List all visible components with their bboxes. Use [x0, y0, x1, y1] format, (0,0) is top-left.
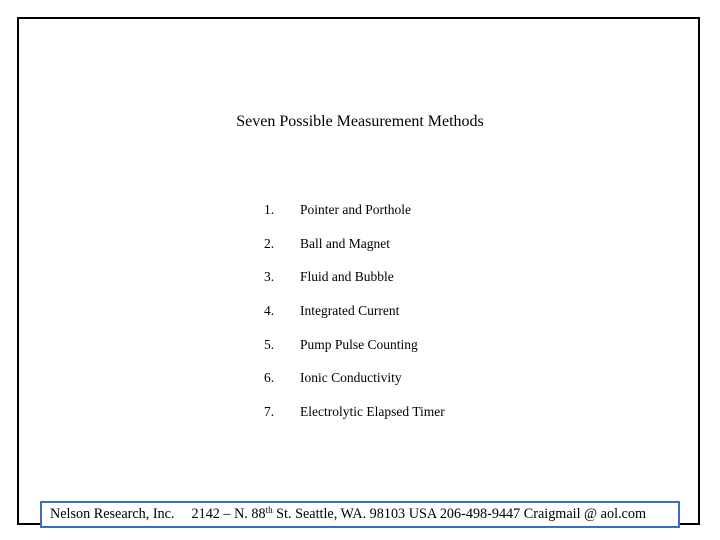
method-label: Ionic Conductivity [300, 370, 402, 386]
method-number: 6. [264, 370, 275, 386]
method-number: 5. [264, 336, 275, 352]
method-label: Pointer and Porthole [300, 202, 411, 217]
method-label: Integrated Current [300, 303, 400, 319]
slide-title: Seven Possible Measurement Methods [236, 113, 484, 130]
method-item-7 [264, 402, 445, 436]
method-item-1 [264, 200, 445, 234]
method-item-3 [264, 267, 445, 301]
footer-company-name: Nelson Research, Inc. [50, 506, 175, 522]
method-label: Pump Pulse Counting [300, 336, 418, 352]
footer-address-superscript: th [265, 505, 273, 515]
footer-address-prefix: 2142 – N. 88 [191, 506, 266, 522]
method-number: 7. [264, 404, 275, 420]
footer-bar [40, 501, 680, 528]
method-number: 1. [264, 202, 275, 217]
method-item-4 [264, 301, 445, 335]
method-item-6 [264, 368, 445, 402]
method-label: Fluid and Bubble [300, 269, 394, 285]
method-number: 3. [264, 269, 275, 285]
method-item-5 [264, 335, 445, 369]
method-label: Ball and Magnet [300, 235, 390, 251]
method-label: Electrolytic Elapsed Timer [300, 404, 445, 420]
method-item-2 [264, 234, 445, 268]
methods-list [264, 200, 445, 436]
method-number: 2. [264, 235, 275, 251]
method-number: 4. [264, 303, 275, 319]
footer-address-suffix: St. Seattle, WA. 98103 USA 206-498-9447 Craigmail @ aol.com [272, 506, 646, 522]
footer-contact-line [192, 506, 646, 523]
